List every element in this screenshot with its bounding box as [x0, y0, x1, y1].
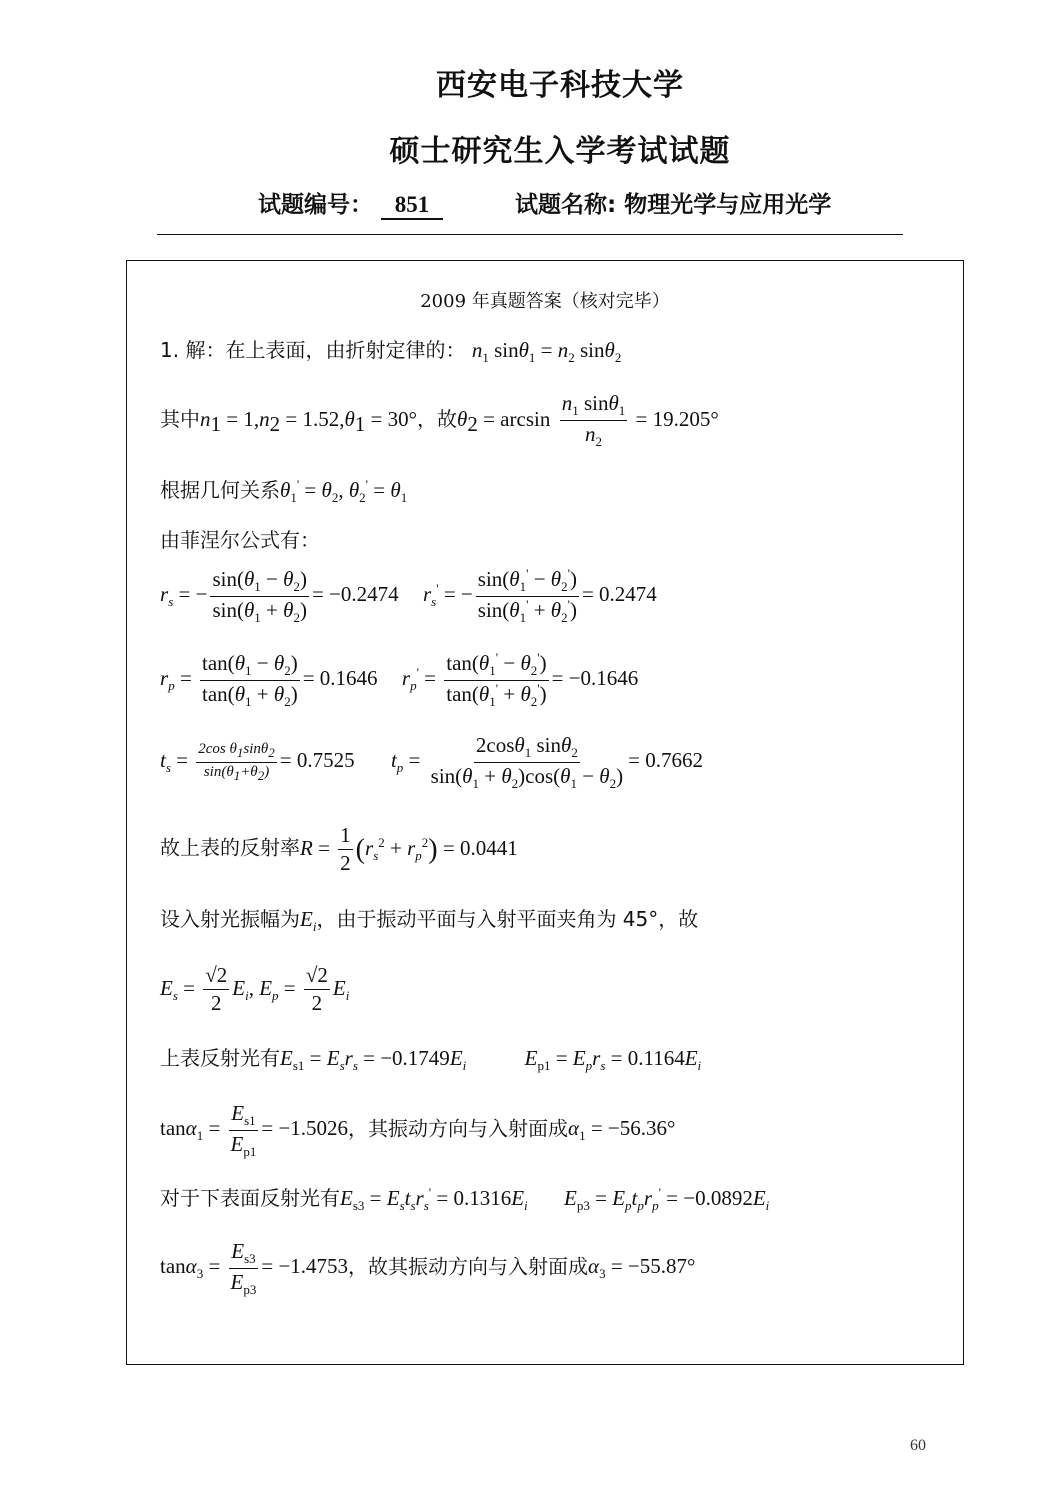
exam-info [258, 186, 831, 220]
line-fresnel-intro [160, 524, 320, 553]
ts-value: 0.7525 [296, 748, 355, 773]
theta2-value: 19.205° [652, 407, 719, 432]
line-reflectance [160, 822, 518, 878]
Es3-value: 0.1316 [453, 1186, 512, 1210]
R-value: 0.0441 [459, 835, 518, 860]
line-geometry: 根据几何关系$\theta_1' = \theta_2$, $\theta_2' = \theta_1$ [160, 477, 408, 506]
page-number: 60 [910, 1437, 926, 1454]
name-label: 试题名称: [515, 192, 617, 218]
header-divider [157, 234, 903, 235]
arcsin-fraction: $\frac{n_1 \sin\theta_1}{n_2}$ [561, 391, 626, 450]
alpha3-text: ，故其振动方向与入射面成 [348, 1254, 589, 1279]
university-title: 西安电子科技大学 [436, 68, 684, 103]
line-snell [160, 334, 621, 366]
line-upper-reflection: 上表反射光有$E_{s1} = E_sr_s = -0.1749E_i$ $E_{p1} = E_pr_s = 0.1164E_i$ [160, 1046, 702, 1074]
fresnel-text: 由菲涅尔公式有： [160, 528, 320, 552]
reflectance-text: 故上表的反射率 [160, 835, 300, 860]
upper-reflection-text: 上表反射光有 [160, 1046, 280, 1070]
reflectance-formula: R = $\frac{1}{2}$ $(r_s^2 + r_p^2) = 0.0441$ [300, 823, 518, 876]
tp-value: 0.7662 [645, 748, 703, 773]
rp-value: 0.1646 [319, 666, 378, 691]
lower-reflection-text: 对于下表面反射光有 [160, 1186, 340, 1210]
line-alpha3: tanα$_3$ = $\frac{E_{s3}}{E_{p3}}$ = −1.4753，故其振动方向与入射面成$\alpha_3 = -55.87^\circ$ [160, 1239, 696, 1298]
given-text-2: ，故 [417, 407, 458, 432]
alpha3-value: −55.87° [627, 1254, 696, 1279]
answer-title: 2009 年真题答案（核对完毕） [420, 291, 670, 312]
theta1-value: 30° [387, 407, 418, 432]
line-given: 其中$n_1 = 1,n_2 = 1.52,\theta_1 = 30^\circ$，故$\theta_2 = \arcsin$ $\frac{n_1 \sin\theta_1}{n_2}$ = 19.205° [160, 391, 719, 450]
line-rs [160, 566, 657, 627]
code-label: 试题编号： [258, 192, 373, 218]
Ep1-value: 0.1164 [627, 1046, 685, 1070]
line-components [160, 962, 349, 1018]
rp-formula: $r_p$ = $\frac{\tan(\theta_1 - \theta_2)}{\tan(\theta_1 + \theta_2)}$ = 0.1646 [160, 651, 378, 710]
given-text: 其中 [160, 407, 200, 432]
components-formula: $E_s$ = $\frac{√2}{2}$ $E_i$, $E_p$ = $\frac{√2}{2}$ $E_i$ [160, 963, 350, 1016]
snell-formula: $n_1$ $\sin\theta_1 = n_2$ sinθ$_2$ [471, 338, 622, 366]
tan-a3-value: −1.4753 [278, 1254, 349, 1279]
line-rp [160, 650, 638, 711]
rp-prime-formula: $r_p'$ = $\frac{\tan(\theta_1' - \theta_2')}{\tan(\theta_1' + \theta_2')}$ = −0.1646 [401, 650, 639, 710]
alpha1-text: ，其振动方向与入射面成 [348, 1116, 569, 1141]
alpha1-value: −56.36° [607, 1116, 676, 1141]
amplitude-text-2: ，由于振动平面与入射平面夹角为 45°，故 [316, 907, 699, 931]
amplitude-text: 设入射光振幅为 [160, 907, 300, 931]
n2-value: 1.52 [302, 407, 340, 432]
line-transmission [160, 732, 703, 793]
tan-a1-value: −1.5026 [278, 1116, 349, 1141]
exam-name: 物理光学与应用光学 [624, 192, 832, 218]
line-alpha1: tanα$_1$ = $\frac{E_{s1}}{E_{p1}}$ = −1.5026，其振动方向与入射面成$\alpha_1 = -56.36^\circ$ [160, 1101, 676, 1160]
rs-prime-formula: $r_s'$ = − $\frac{\sin(\theta_1' - \theta_2')}{\sin(\theta_1' + \theta_2')}$ = 0.2474 [422, 566, 657, 626]
line-lower-reflection: 对于下表面反射光有$E_{s3} = E_st_sr_s' = 0.1316E_i$ $E_{p3} = E_pt_pr_p' = -0.0892E_i$ [160, 1185, 770, 1214]
rs-value: −0.2474 [329, 582, 399, 607]
rp-prime-value: −0.1646 [568, 666, 639, 691]
exam-title: 硕士研究生入学考试试题 [389, 134, 731, 169]
line-amplitude: 设入射光振幅为$E_i$，由于振动平面与入射平面夹角为 45°，故 [160, 907, 699, 935]
Es1-value: −0.1749 [380, 1046, 450, 1070]
rs-prime-value: 0.2474 [599, 582, 657, 607]
n1-value: 1 [243, 407, 254, 432]
snell-text: 1. 解：在上表面，由折射定律的： [160, 338, 466, 362]
geometry-text: 根据几何关系 [160, 478, 280, 502]
ts-formula: $t_s$ = $\frac{2\cos \theta_1\sin\theta_2}{\sin(\theta_1+\theta_2)}$ = 0.7525 [160, 741, 355, 784]
exam-code: 851 [381, 192, 443, 220]
rs-formula: $r_s$ = − $\frac{\sin(\theta_1 - \theta_2)}{\sin(\theta_1 + \theta_2)}$ = −0.2474 [160, 567, 399, 626]
Ep3-value: −0.0892 [683, 1186, 753, 1210]
tp-formula: $t_p$ = $\frac{2\cos\theta_1 \sin\theta_2}{\sin(\theta_1 + \theta_2)\cos(\theta_1 - \theta_2)}$ = 0.7662 [390, 733, 703, 792]
